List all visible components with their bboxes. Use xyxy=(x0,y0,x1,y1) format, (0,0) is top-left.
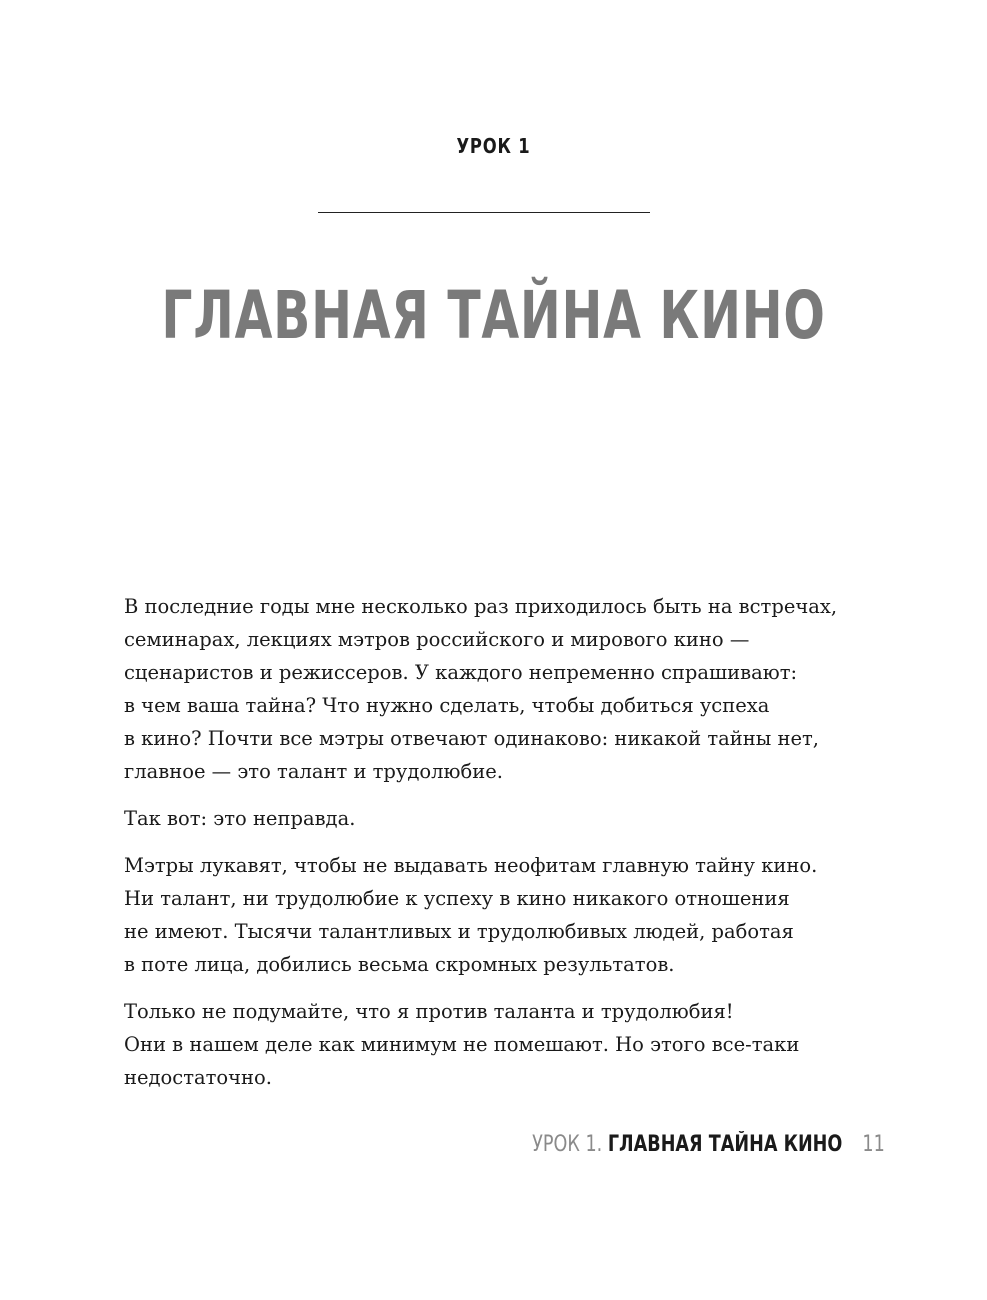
text-line: семинарах, лекциях мэтров российского и мирового кино — xyxy=(124,628,750,651)
text-line: В последние годы мне несколько раз приходилось быть на встречах, xyxy=(124,595,838,618)
footer-title: ГЛАВНАЯ ТАЙНА КИНО xyxy=(608,1132,843,1157)
paragraph-3 xyxy=(124,849,864,981)
chapter-title: ГЛАВНАЯ ТАЙНА КИНО xyxy=(161,277,826,354)
text-line: недостаточно. xyxy=(124,1066,272,1089)
text-line: Так вот: это неправда. xyxy=(124,807,356,830)
lesson-label: УРОК 1 xyxy=(456,134,531,158)
text-line: не имеют. Тысячи талантливых и трудолюбивых людей, работая xyxy=(124,920,794,943)
running-footer xyxy=(532,1128,885,1162)
text-line: главное — это талант и трудолюбие. xyxy=(124,760,503,783)
text-line: Они в нашем деле как минимум не помешают. Но этого все-таки xyxy=(124,1033,800,1056)
page-number: 11 xyxy=(862,1132,885,1157)
text-line: Ни талант, ни трудолюбие к успеху в кино никакого отношения xyxy=(124,887,790,910)
title-divider xyxy=(318,212,650,213)
text-line: Только не подумайте, что я против таланта и трудолюбия! xyxy=(124,1000,734,1023)
text-line: в чем ваша тайна? Что нужно сделать, чтобы добиться успеха xyxy=(124,694,770,717)
footer-lesson: УРОК 1. xyxy=(532,1132,603,1157)
text-line: в кино? Почти все мэтры отвечают одинаково: никакой тайны нет, xyxy=(124,727,819,750)
body-text xyxy=(124,590,864,1108)
text-line: сценаристов и режиссеров. У каждого непременно спрашивают: xyxy=(124,661,798,684)
paragraph-4 xyxy=(124,995,864,1094)
paragraph-1 xyxy=(124,590,864,788)
paragraph-2 xyxy=(124,802,864,835)
text-line: в поте лица, добились весьма скромных результатов. xyxy=(124,953,675,976)
text-line: Мэтры лукавят, чтобы не выдавать неофитам главную тайну кино. xyxy=(124,854,818,877)
